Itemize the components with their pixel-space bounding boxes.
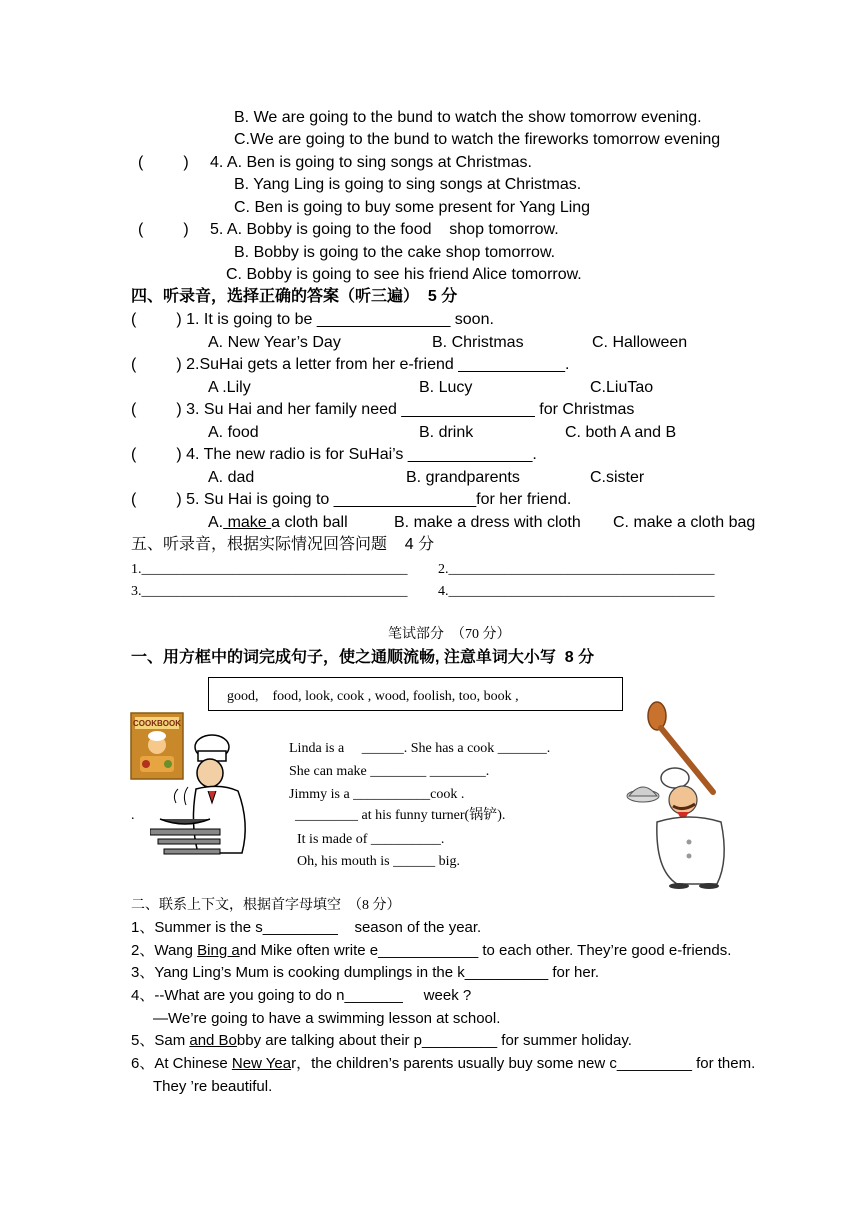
q3-option-c: C.We are going to the bund to watch the fireworks tomorrow evening <box>234 131 721 148</box>
s6-rest: r，the children’s parents usually buy some new c_________ for them. <box>291 1055 756 1072</box>
sec2-s1: 1、Summer is the s_________ season of the year. <box>131 919 482 936</box>
p4-q3: ( ) 3. Su Hai and her family need _______________ for Christmas <box>131 401 635 418</box>
p4-q3-opt-a: A. food <box>208 424 259 441</box>
q4-option-a: 4. A. Ben is going to sing songs at Christmas. <box>210 154 532 171</box>
q4-answer-paren[interactable]: ( ) <box>138 154 189 171</box>
p4-q3-opt-c: C. both A and B <box>565 424 677 441</box>
p4-q1-opt-b: B. Christmas <box>432 334 524 351</box>
s2-rest: nd Mike often write e____________ to each other. They’re good e-friends. <box>239 942 732 959</box>
sec2-s4b: —We’re going to have a swimming lesson at school. <box>153 1010 501 1027</box>
sec2-s4a: 4、--What are you going to do n_______ week ? <box>131 987 472 1004</box>
sec2-s2 <box>131 941 731 961</box>
p4-q2-opt-c: C.LiuTao <box>590 379 654 396</box>
sec2-s6 <box>131 1054 755 1074</box>
p4-q4-opt-c: C.sister <box>590 469 645 486</box>
p4-q1: ( ) 1. It is going to be _______________ soon. <box>131 311 494 328</box>
p4-q4: ( ) 4. The new radio is for SuHai’s ______________. <box>131 446 537 463</box>
fill-sentence-2: She can make ________ ________. <box>289 764 490 779</box>
word-box-text: good, food, look, cook , wood, foolish, too, book , <box>227 689 519 704</box>
sec2-s6-cont: They ’re beautiful. <box>153 1078 273 1095</box>
s2-underlined: Bing a <box>197 942 240 959</box>
s6-prefix: 6、At Chinese <box>131 1055 232 1072</box>
sec1-heading: 一、用方框中的词完成句子，使之通顺流畅, 注意单词大小写 8 分 <box>131 649 595 666</box>
p4-q2-opt-a: A .Lily <box>208 379 251 396</box>
p4-q1-opt-a: A. New Year’s Day <box>208 334 341 351</box>
s5-rest: bby are talking about their p_________ for summer holiday. <box>236 1032 632 1049</box>
fill-sentence-1: Linda is a ______. She has a cook _______. <box>289 741 551 756</box>
s2-prefix: 2、Wang <box>131 942 198 959</box>
p4-q1-opt-c: C. Halloween <box>592 334 688 351</box>
p4-q5-opt-b: B. make a dress with cloth <box>394 514 581 531</box>
fill-sentence-3: Jimmy is a ___________cook . <box>289 787 465 802</box>
q5-option-c: C. Bobby is going to see his friend Alice tomorrow. <box>226 266 582 283</box>
stray-dot: . <box>131 808 135 823</box>
p4-q5-opt-c: C. make a cloth bag <box>613 514 756 531</box>
p4-q2: ( ) 2.SuHai gets a letter from her e-friend ____________. <box>131 356 570 373</box>
p4-q3-opt-b: B. drink <box>419 424 474 441</box>
s5-underlined: and Bo <box>189 1032 237 1049</box>
q4-option-c: C. Ben is going to buy some present for Yang Ling <box>234 199 591 216</box>
written-part-title: 笔试部分 （70 分） <box>388 627 511 642</box>
p4-q2-opt-b: B. Lucy <box>419 379 473 396</box>
s5-prefix: 5、Sam <box>131 1032 190 1049</box>
answer-line-3[interactable]: 3.______________________________________ <box>131 584 408 599</box>
cookbook-label: COOKBOOK <box>133 719 181 728</box>
q5-option-b: B. Bobby is going to the cake shop tomorrow. <box>234 244 556 261</box>
sec2-s5 <box>131 1031 632 1051</box>
p4-q5: ( ) 5. Su Hai is going to ________________for her friend. <box>131 491 572 508</box>
fill-sentence-4: _________ at his funny turner(锅铲). <box>295 808 506 823</box>
fill-sentence-5: It is made of __________. <box>297 832 445 847</box>
p4-q5-opt-a <box>208 513 348 533</box>
opt-a-underlined: make <box>223 514 272 531</box>
p4-q4-opt-b: B. grandparents <box>406 469 520 486</box>
part4-heading: 四、听录音，选择正确的答案（听三遍） 5 分 <box>131 288 458 305</box>
chef-with-turner-image <box>625 700 735 890</box>
opt-a-prefix: A. <box>208 514 224 531</box>
sec2-heading: 二、联系上下文，根据首字母填空 （8 分） <box>131 898 401 913</box>
s6-underlined: New Yea <box>231 1055 292 1072</box>
answer-line-4[interactable]: 4.______________________________________ <box>438 584 715 599</box>
part5-heading: 五、听录音，根据实际情况回答问题 4 分 <box>131 536 435 553</box>
cooking-chef-image <box>150 733 255 873</box>
q3-option-b: B. We are going to the bund to watch the show tomorrow evening. <box>234 109 702 126</box>
fill-sentence-6: Oh, his mouth is ______ big. <box>297 854 460 869</box>
opt-a-rest: a cloth ball <box>271 514 348 531</box>
p4-q4-opt-a: A. dad <box>208 469 255 486</box>
q5-answer-paren[interactable]: ( ) <box>138 221 189 238</box>
answer-line-1[interactable]: 1.______________________________________ <box>131 562 408 577</box>
answer-line-2[interactable]: 2.______________________________________ <box>438 562 715 577</box>
sec2-s3: 3、Yang Ling’s Mum is cooking dumplings in the k__________ for her. <box>131 964 600 981</box>
q4-option-b: B. Yang Ling is going to sing songs at Christmas. <box>234 176 582 193</box>
q5-option-a: 5. A. Bobby is going to the food shop tomorrow. <box>210 221 559 238</box>
